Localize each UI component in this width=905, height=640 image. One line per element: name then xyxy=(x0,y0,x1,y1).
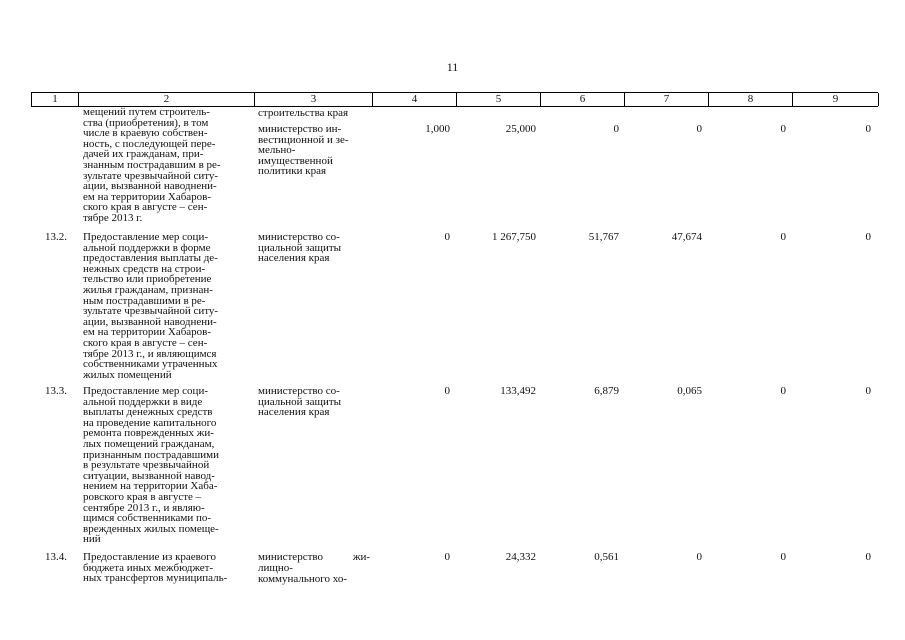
row-value-col5: 25,000 xyxy=(505,123,536,135)
row-value-col5: 24,332 xyxy=(505,551,536,563)
row-value-col4: 1,000 xyxy=(425,123,450,135)
row-value-col6: 0,561 xyxy=(594,551,619,563)
row-value-col4: 0 xyxy=(444,551,450,563)
row-executor: министерство со- циальной защиты населения края xyxy=(258,231,342,265)
row-description: Предоставление мер соци- альной поддержки в форме предоставления выплаты де- нежных средств на строи- тельство или приобретение жилья гражданам, признан- ным пострадавшими в ре- зультате чрезвычайной ситу- ации, вызванной наводнени- ем на территории Хабаров- ского края в августе – сен- тябре 2013 г., и являющимся собственниками утраченных жилых помещений xyxy=(83,231,219,381)
row-value-col8: 0 xyxy=(780,551,786,563)
row-value-col9: 0 xyxy=(865,385,871,397)
row-value-col9: 0 xyxy=(865,231,871,243)
row-value-col4: 0 xyxy=(444,385,450,397)
row-value-col6: 0 xyxy=(613,123,619,135)
row-value-col8: 0 xyxy=(780,231,786,243)
row-executor-continuation: строительства края xyxy=(258,107,349,119)
row-executor-line1: министерство жи- xyxy=(258,551,370,563)
row-value-col8: 0 xyxy=(780,385,786,397)
header-col-3: 3 xyxy=(255,93,373,106)
row-executor: лищно- коммунального хо- xyxy=(258,562,347,585)
row-value-col8: 0 xyxy=(780,123,786,135)
row-number: 13.3. xyxy=(45,385,67,397)
row-value-col6: 51,767 xyxy=(588,231,619,243)
row-value-col7: 47,674 xyxy=(671,231,702,243)
header-col-1: 1 xyxy=(32,93,79,106)
row-description: Предоставление из краевого бюджета иных межбюджет- ных трансфертов муниципаль- xyxy=(83,551,228,585)
row-value-col4: 0 xyxy=(444,231,450,243)
row-value-col7: 0,065 xyxy=(677,385,702,397)
row-executor: министерство со- циальной защиты населения края xyxy=(258,385,342,419)
header-col-4: 4 xyxy=(373,93,457,106)
header-col-8: 8 xyxy=(709,93,793,106)
row-value-col7: 0 xyxy=(696,551,702,563)
row-value-col7: 0 xyxy=(696,123,702,135)
header-col-5: 5 xyxy=(457,93,541,106)
header-col-7: 7 xyxy=(625,93,709,106)
row-value-col9: 0 xyxy=(865,123,871,135)
row-description: Предоставление мер соци- альной поддержки в виде выплаты денежных средств на проведение капитального ремонта поврежденных жи- лых помещений гражданам, признанным пострадавшими в результате чрезвычайной ситуации, вызванной навод- нением на территории Хаба- ровского края в августе – сентябре 2013 г., и являю- щимся собственниками по- врежденных жилых помеще- ний xyxy=(83,385,220,546)
row-value-col5: 1 267,750 xyxy=(492,231,536,243)
row-executor: министерство ин- вестиционной и зе- мельно- имущественной политики края xyxy=(258,123,349,178)
row-number: 13.4. xyxy=(45,551,67,563)
table-header-row xyxy=(31,92,878,107)
row-number: 13.2. xyxy=(45,231,67,243)
header-col-9: 9 xyxy=(793,93,879,106)
row-description: мещений путем строитель- ства (приобретения), в том числе в краевую собствен- ность, с последующей пере- дачей их гражданам, при- знанным пострадавшим в ре- зультате чрезвычайной ситу- ации, вызванной наводнени- ем на территории Хабаров- ского края в августе – сен- тябре 2013 г. xyxy=(83,106,221,224)
row-value-col6: 6,879 xyxy=(594,385,619,397)
header-col-6: 6 xyxy=(541,93,625,106)
header-col-2: 2 xyxy=(79,93,255,106)
page-number: 11 xyxy=(446,60,459,74)
row-value-col5: 133,492 xyxy=(500,385,536,397)
row-value-col9: 0 xyxy=(865,551,871,563)
